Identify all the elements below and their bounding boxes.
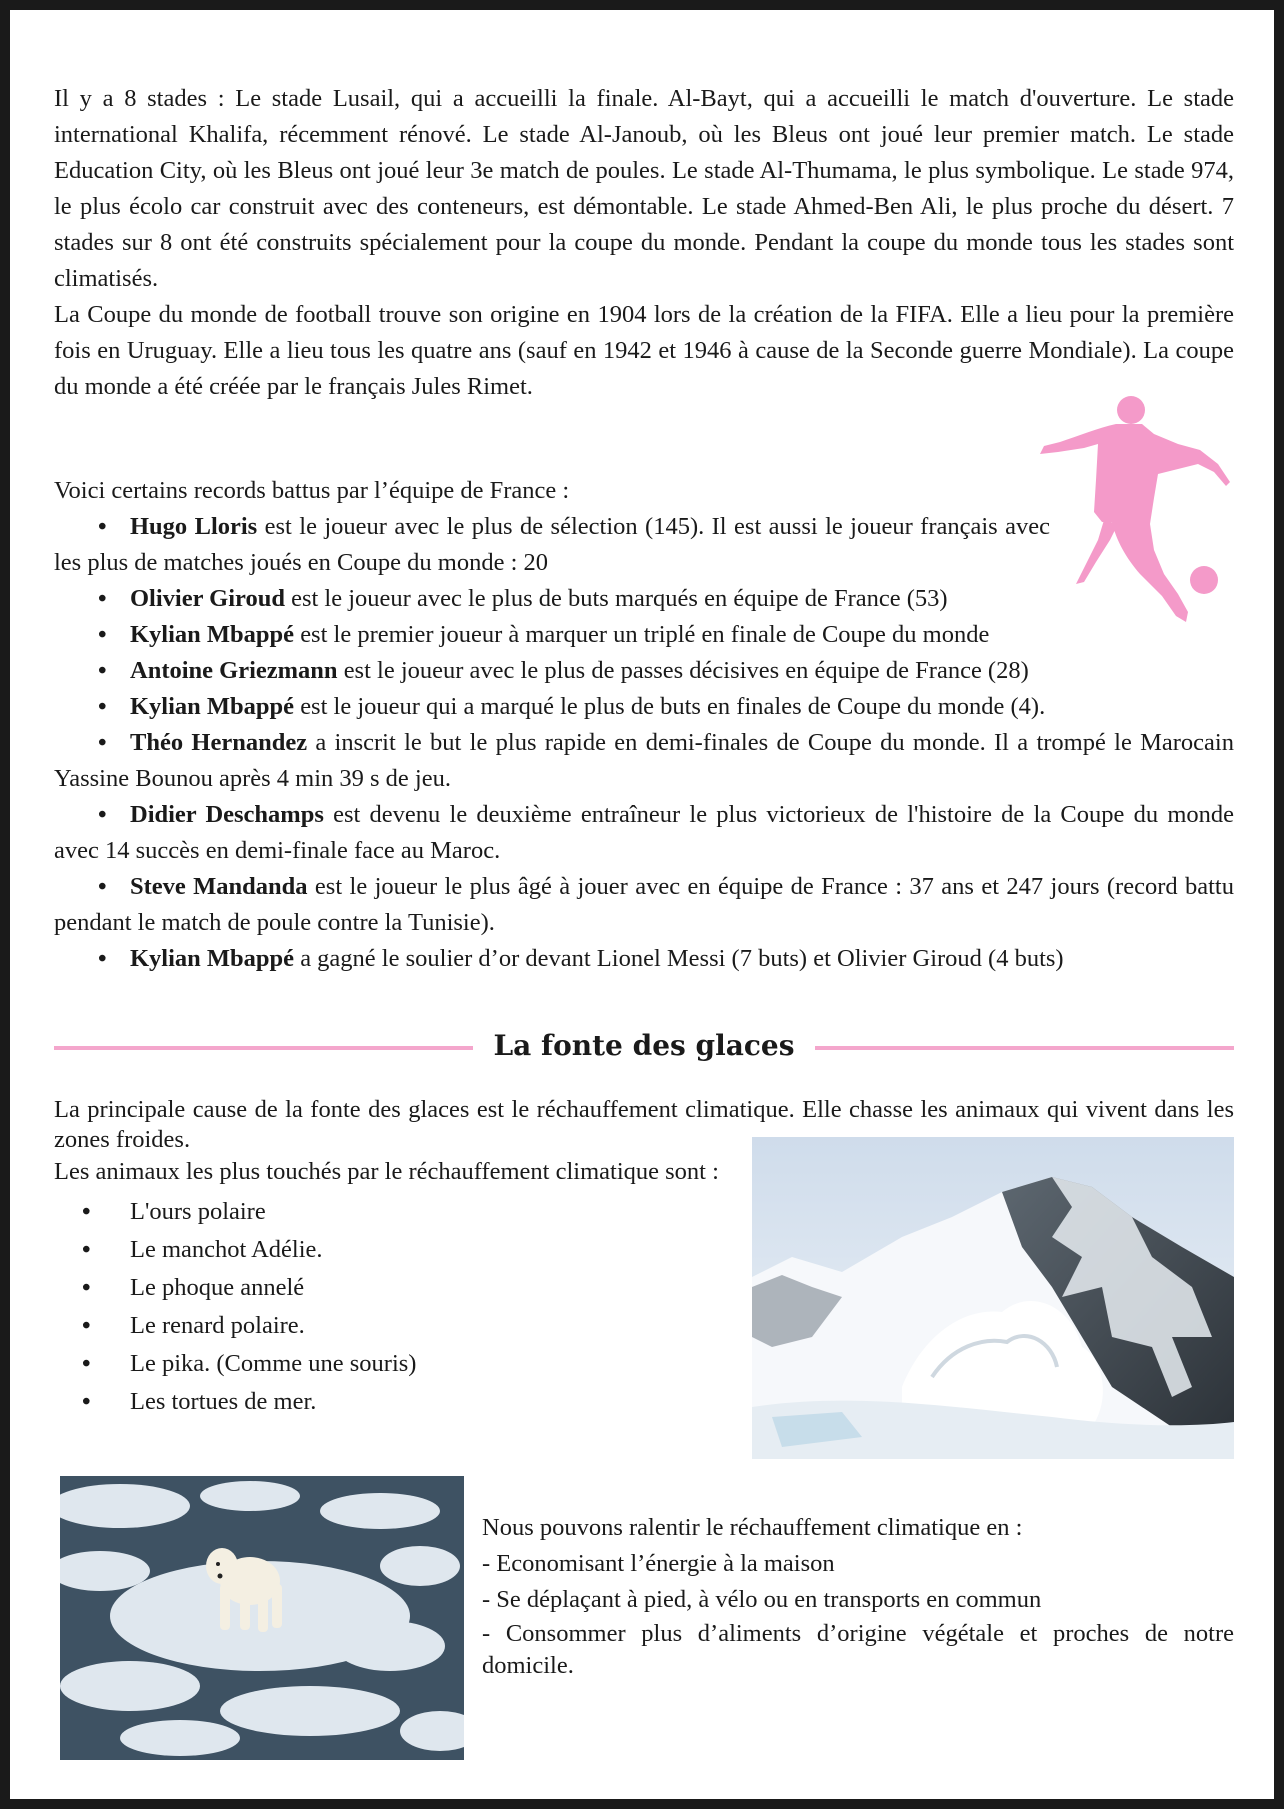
section-heading [54,1023,1234,1069]
intro-section [54,81,1234,405]
animal-item: • Le manchot Adélie. [82,1236,323,1263]
solution-item: - Consommer plus d’aliments d’origine végétale et proches de notre domicile. [482,1620,1234,1679]
animal-item: • Le renard polaire. [82,1312,305,1339]
document-page [10,10,1274,1799]
animal-item: • L'ours polaire [82,1198,266,1225]
origin-paragraph: La Coupe du monde de football trouve son origine en 1904 lors de la création de la FIFA. Elle a lieu pour la première fois en Uruguay. Elle a lieu tous les quatre ans (sauf en 1942 et 1946 à cause de la Seconde guerre Mondiale). La coupe du monde a été créée par le français Jules Rimet. [54,301,1234,400]
record-item: • Steve Mandanda est le joueur le plus âgé à jouer avec en équipe de France : 37 ans et 247 jours (record battu pendant le match de poule contre la Tunisie). [54,873,1234,936]
animal-item: • Les tortues de mer. [82,1388,317,1415]
record-item: • Kylian Mbappé est le premier joueur à marquer un triplé en finale de Coupe du monde [98,621,990,648]
solution-item: - Economisant l’énergie à la maison [482,1550,835,1577]
record-item: • Kylian Mbappé a gagné le soulier d’or devant Lionel Messi (7 buts) et Olivier Giroud (4 buts) [98,945,1064,972]
animal-item: • Le pika. (Comme une souris) [82,1350,417,1377]
record-item: • Kylian Mbappé est le joueur qui a marqué le plus de buts en finales de Coupe du monde (4). [98,693,1046,720]
animals-intro: Les animaux les plus touchés par le réchauffement climatique sont : [54,1158,719,1185]
solutions-section [482,1510,1234,1682]
record-item: • Didier Deschamps est devenu le deuxième entraîneur le plus victorieux de l'histoire de la Coupe du monde avec 14 succès en demi-finale face au Maroc. [54,801,1234,864]
cause-paragraph: La principale cause de la fonte des glaces est le réchauffement climatique. Elle chasse les animaux qui vivent dans les zones froides. [54,1096,1234,1153]
records-intro: Voici certains records battus par l’équipe de France : [54,477,570,504]
record-item: • Antoine Griezmann est le joueur avec le plus de passes décisives en équipe de France (28) [98,657,1029,684]
section-title: La fonte des glaces [473,1029,814,1062]
record-item: • Hugo Lloris est le joueur avec le plus de sélection (145). Il est aussi le joueur français avec les plus de matches joués en Coupe du monde : 20 [54,513,1050,576]
mountain-photo [752,1137,1234,1459]
animal-item: • Le phoque annelé [82,1274,305,1301]
solution-item: - Se déplaçant à pied, à vélo ou en transports en commun [482,1586,1042,1613]
animals-section [54,1157,734,1421]
polar-bear-photo [60,1476,464,1760]
records-list [54,509,1234,977]
record-item: • Olivier Giroud est le joueur avec le plus de buts marqués en équipe de France (53) [98,585,948,612]
stadiums-paragraph: Il y a 8 stades : Le stade Lusail, qui a accueilli la finale. Al-Bayt, qui a accueilli le match d'ouverture. Le stade international Khalifa, récemment rénové. Le stade Al-Janoub, où les Bleus ont joué leur premier match. Le stade Education City, où les Bleus ont joué leur 3e match de poules. Le stade Al-Thumama, le plus symbolique. Le stade 974, le plus écolo car construit avec des conteneurs, est démontable. Le stade Ahmed-Ben Ali, le plus proche du désert. 7 stades sur 8 ont été construits spécialement pour la coupe du monde. Pendant la coupe du monde tous les stades sont climatisés. [54,85,1234,292]
records-section [54,473,1234,977]
solutions-intro: Nous pouvons ralentir le réchauffement climatique en : [482,1514,1023,1541]
record-item: • Théo Hernandez a inscrit le but le plus rapide en demi-finales de Coupe du monde. Il a trompé le Marocain Yassine Bounou après 4 min 39 s de jeu. [54,729,1234,792]
animals-list [54,1193,734,1421]
